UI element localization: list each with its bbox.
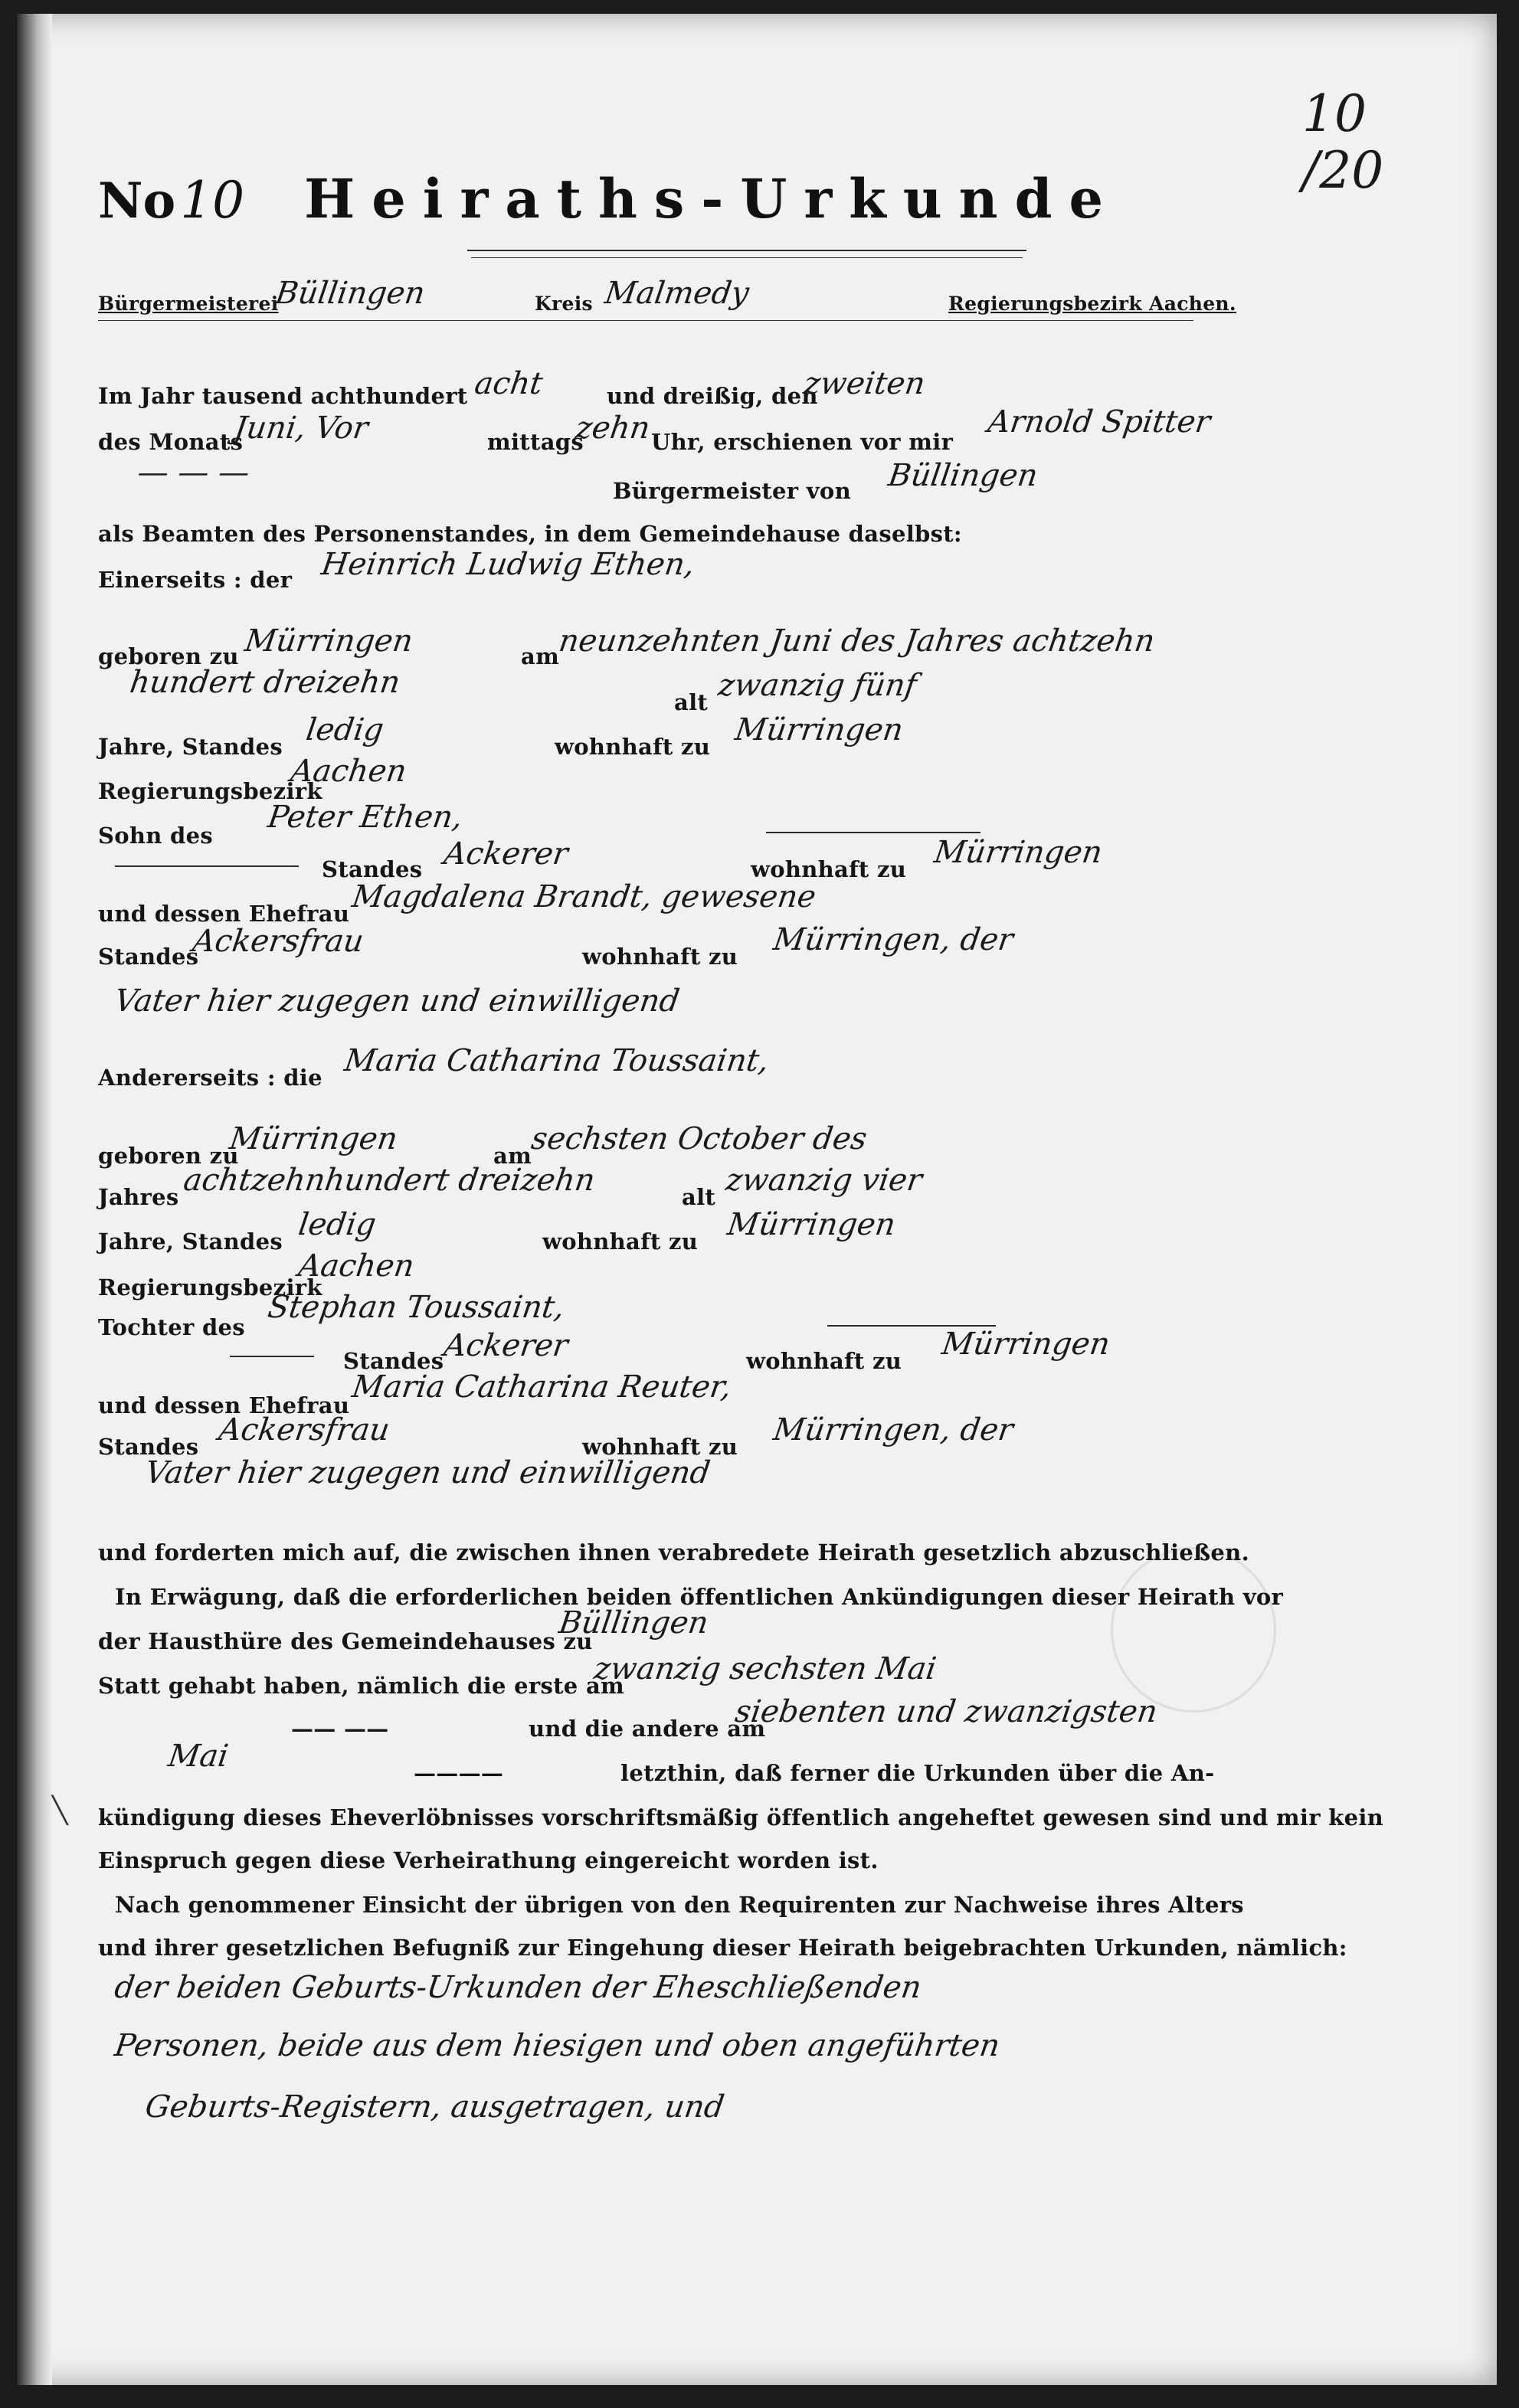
kreis-label: Kreis [535,293,593,315]
bride-father-label: Tochter des [98,1314,245,1340]
groom-mother-residence-label: wohnhaft zu [582,944,738,970]
bride-father-stand-dash [230,1356,314,1357]
groom-born-date-cont: hundert dreizehn [127,665,403,700]
groom-born-date-value: neunzehnten Juni des Jahres achtzehn [556,623,1157,659]
groom-mother-residence-value: Mürringen, der [771,922,1016,957]
bride-mother-label: und dessen Ehefrau [98,1392,350,1418]
intro-year-mid: und dreißig, den [607,383,818,409]
bride-district-label: Regierungsbezirk [98,1274,322,1301]
bride-year-label: Jahres [98,1184,179,1210]
groom-age-label: alt [674,689,709,715]
consideration-line-2: der Hausthüre des Gemeindehauses zu [98,1628,593,1654]
district-rule [98,320,1193,321]
bride-mother-stand-value: Ackersfrau [216,1412,392,1448]
groom-years-label: Jahre, Standes [98,734,283,760]
bride-residence-value: Mürringen [725,1207,898,1242]
groom-side-label: Einerseits : der [98,567,293,593]
document-title: Heiraths-Urkunde [304,167,1121,231]
consideration-line-6: kündigung dieses Eheverlöbnisses vorschriftsmäßig öffentlich angeheftet gewesen sind und mir kein [98,1804,1384,1831]
groom-father-stand-label: Standes [322,856,423,882]
groom-mother-stand-value: Ackersfrau [190,924,366,959]
announcement-place: Büllingen [556,1605,711,1641]
groom-father-stand-dash [115,865,299,867]
kreis-value: Malmedy [602,276,751,311]
bride-side-label: Andererseits : die [98,1065,322,1091]
first-announcement-date: zwanzig sechsten Mai [591,1651,939,1687]
groom-note: Vater hier zugegen und einwilligend [112,983,682,1019]
bride-father-residence-value: Mürringen [939,1327,1112,1362]
groom-stand-value: ledig [303,712,386,748]
consideration-dash: —— —— [291,1716,389,1742]
bride-name: Maria Catharina Toussaint, [342,1043,771,1078]
margin-tick: ╲ [52,1795,68,1826]
groom-born-label: geboren zu [98,643,239,669]
bride-mother-name: Maria Catharina Reuter, [349,1369,734,1405]
corner-annotation-bottom: /20 [1302,141,1384,200]
request-line: und forderten mich auf, die zwischen ihnen verabredete Heirath gesetzlich abzuschließen. [98,1539,1249,1566]
groom-mother-name: Magdalena Brandt, gewesene [349,879,818,914]
intro-uhr-label: Uhr, erschienen vor mir [651,429,954,455]
bride-mother-stand-label: Standes [98,1434,199,1460]
consideration-line-1: In Erwägung, daß die erforderlichen beiden öffentlichen Ankündigungen dieser Heirath vor [115,1584,1284,1610]
bride-age-label: alt [682,1184,716,1210]
bride-born-date-label: am [493,1143,532,1169]
documents-hand-1: der beiden Geburts-Urkunden der Eheschließenden [112,1970,924,2005]
bride-born-date-value: sechsten October des [529,1121,869,1157]
intro-time-label: mittags [487,429,584,455]
intro-month-value: Juni, Vor [231,411,371,446]
bride-mother-residence-value: Mürringen, der [771,1412,1016,1448]
intro-time-value: zehn [573,411,653,446]
bride-district-value: Aachen [296,1248,417,1284]
intro-continuation: — — — [135,455,252,490]
intro-official-name: Arnold Spitter [985,404,1213,440]
groom-father-label: Sohn des [98,823,214,849]
faint-stamp [1111,1547,1276,1713]
documents-line-2: und ihrer gesetzlichen Befugniß zur Eingehung dieser Heirath beigebrachten Urkunden, nämlich: [98,1935,1347,1961]
bride-father-stand-value: Ackerer [441,1328,571,1363]
page-binding-shadow [17,14,52,2385]
bride-born-place: Mürringen [227,1121,400,1157]
intro-mayor-label: Bürgermeister von [613,478,851,504]
groom-residence-label: wohnhaft zu [555,734,711,760]
groom-father-residence-label: wohnhaft zu [751,856,907,882]
groom-district-value: Aachen [288,754,409,789]
bride-father-residence-label: wohnhaft zu [746,1348,902,1374]
consideration-dash-2: ———— [414,1760,504,1786]
groom-father-stand-value: Ackerer [441,836,571,872]
bride-mother-residence-label: wohnhaft zu [582,1434,738,1460]
bride-age-value: zwanzig vier [723,1163,925,1198]
bride-born-label: geboren zu [98,1143,239,1169]
consideration-line-7: Einspruch gegen diese Verheirathung eingereicht worden ist. [98,1847,879,1873]
groom-father-residence-value: Mürringen [931,835,1105,870]
intro-month-label: des Monats [98,429,244,455]
second-announcement-month: Mai [165,1739,231,1774]
groom-residence-value: Mürringen [732,712,905,748]
title-rule [467,250,1026,251]
documents-line-1: Nach genommener Einsicht der übrigen von den Requirenten zur Nachweise ihres Alters [115,1892,1244,1918]
bride-note: Vater hier zugegen und einwilligend [142,1455,712,1490]
buergermeisterei-value: Büllingen [273,276,427,311]
groom-born-date-label: am [521,643,560,669]
bride-residence-label: wohnhaft zu [542,1229,699,1255]
groom-district-label: Regierungsbezirk [98,778,322,804]
intro-year-value: acht [472,366,545,401]
corner-annotation [1302,86,1383,199]
bride-years-label: Jahre, Standes [98,1229,283,1255]
intro-registrar-line: als Beamten des Personenstandes, in dem Gemeindehause daselbst: [98,521,962,547]
bride-stand-value: ledig [296,1207,378,1242]
groom-mother-label: und dessen Ehefrau [98,901,350,927]
groom-born-place: Mürringen [242,623,415,659]
intro-year-prefix: Im Jahr tausend achthundert [98,383,468,409]
bride-father-name: Stephan Toussaint, [265,1290,567,1325]
second-announcement-date: siebenten und zwanzigsten [732,1694,1160,1729]
groom-father-rule [766,832,980,833]
regierungsbezirk-label: Regierungsbezirk Aachen. [948,293,1236,315]
buergermeisterei-label: Bürgermeisterei [98,293,279,315]
intro-mayor-place: Büllingen [886,458,1040,493]
consideration-line-5: letzthin, daß ferner die Urkunden über die An- [620,1760,1215,1786]
title-rule-thin [471,257,1023,258]
district-line [98,293,279,315]
intro-day-value: zweiten [801,366,928,401]
document-number: 10 [180,171,245,230]
number-label: No [98,172,176,230]
consideration-line-3: Statt gehabt haben, nämlich die erste am [98,1673,625,1699]
groom-age-value: zwanzig fünf [715,668,919,703]
document-title-line [98,167,1120,231]
groom-mother-stand-label: Standes [98,944,199,970]
consideration-line-4: und die andere am [529,1716,766,1742]
documents-hand-3: Geburts-Registern, ausgetragen, und [142,2089,727,2125]
corner-annotation-top: 10 [1302,84,1367,143]
documents-hand-2: Personen, beide aus dem hiesigen und oben angeführten [112,2028,1003,2063]
bride-father-stand-label: Standes [343,1348,444,1374]
groom-father-name: Peter Ethen, [265,800,465,835]
bride-year-value: achtzehnhundert dreizehn [181,1163,597,1198]
groom-name: Heinrich Ludwig Ethen, [319,547,697,582]
